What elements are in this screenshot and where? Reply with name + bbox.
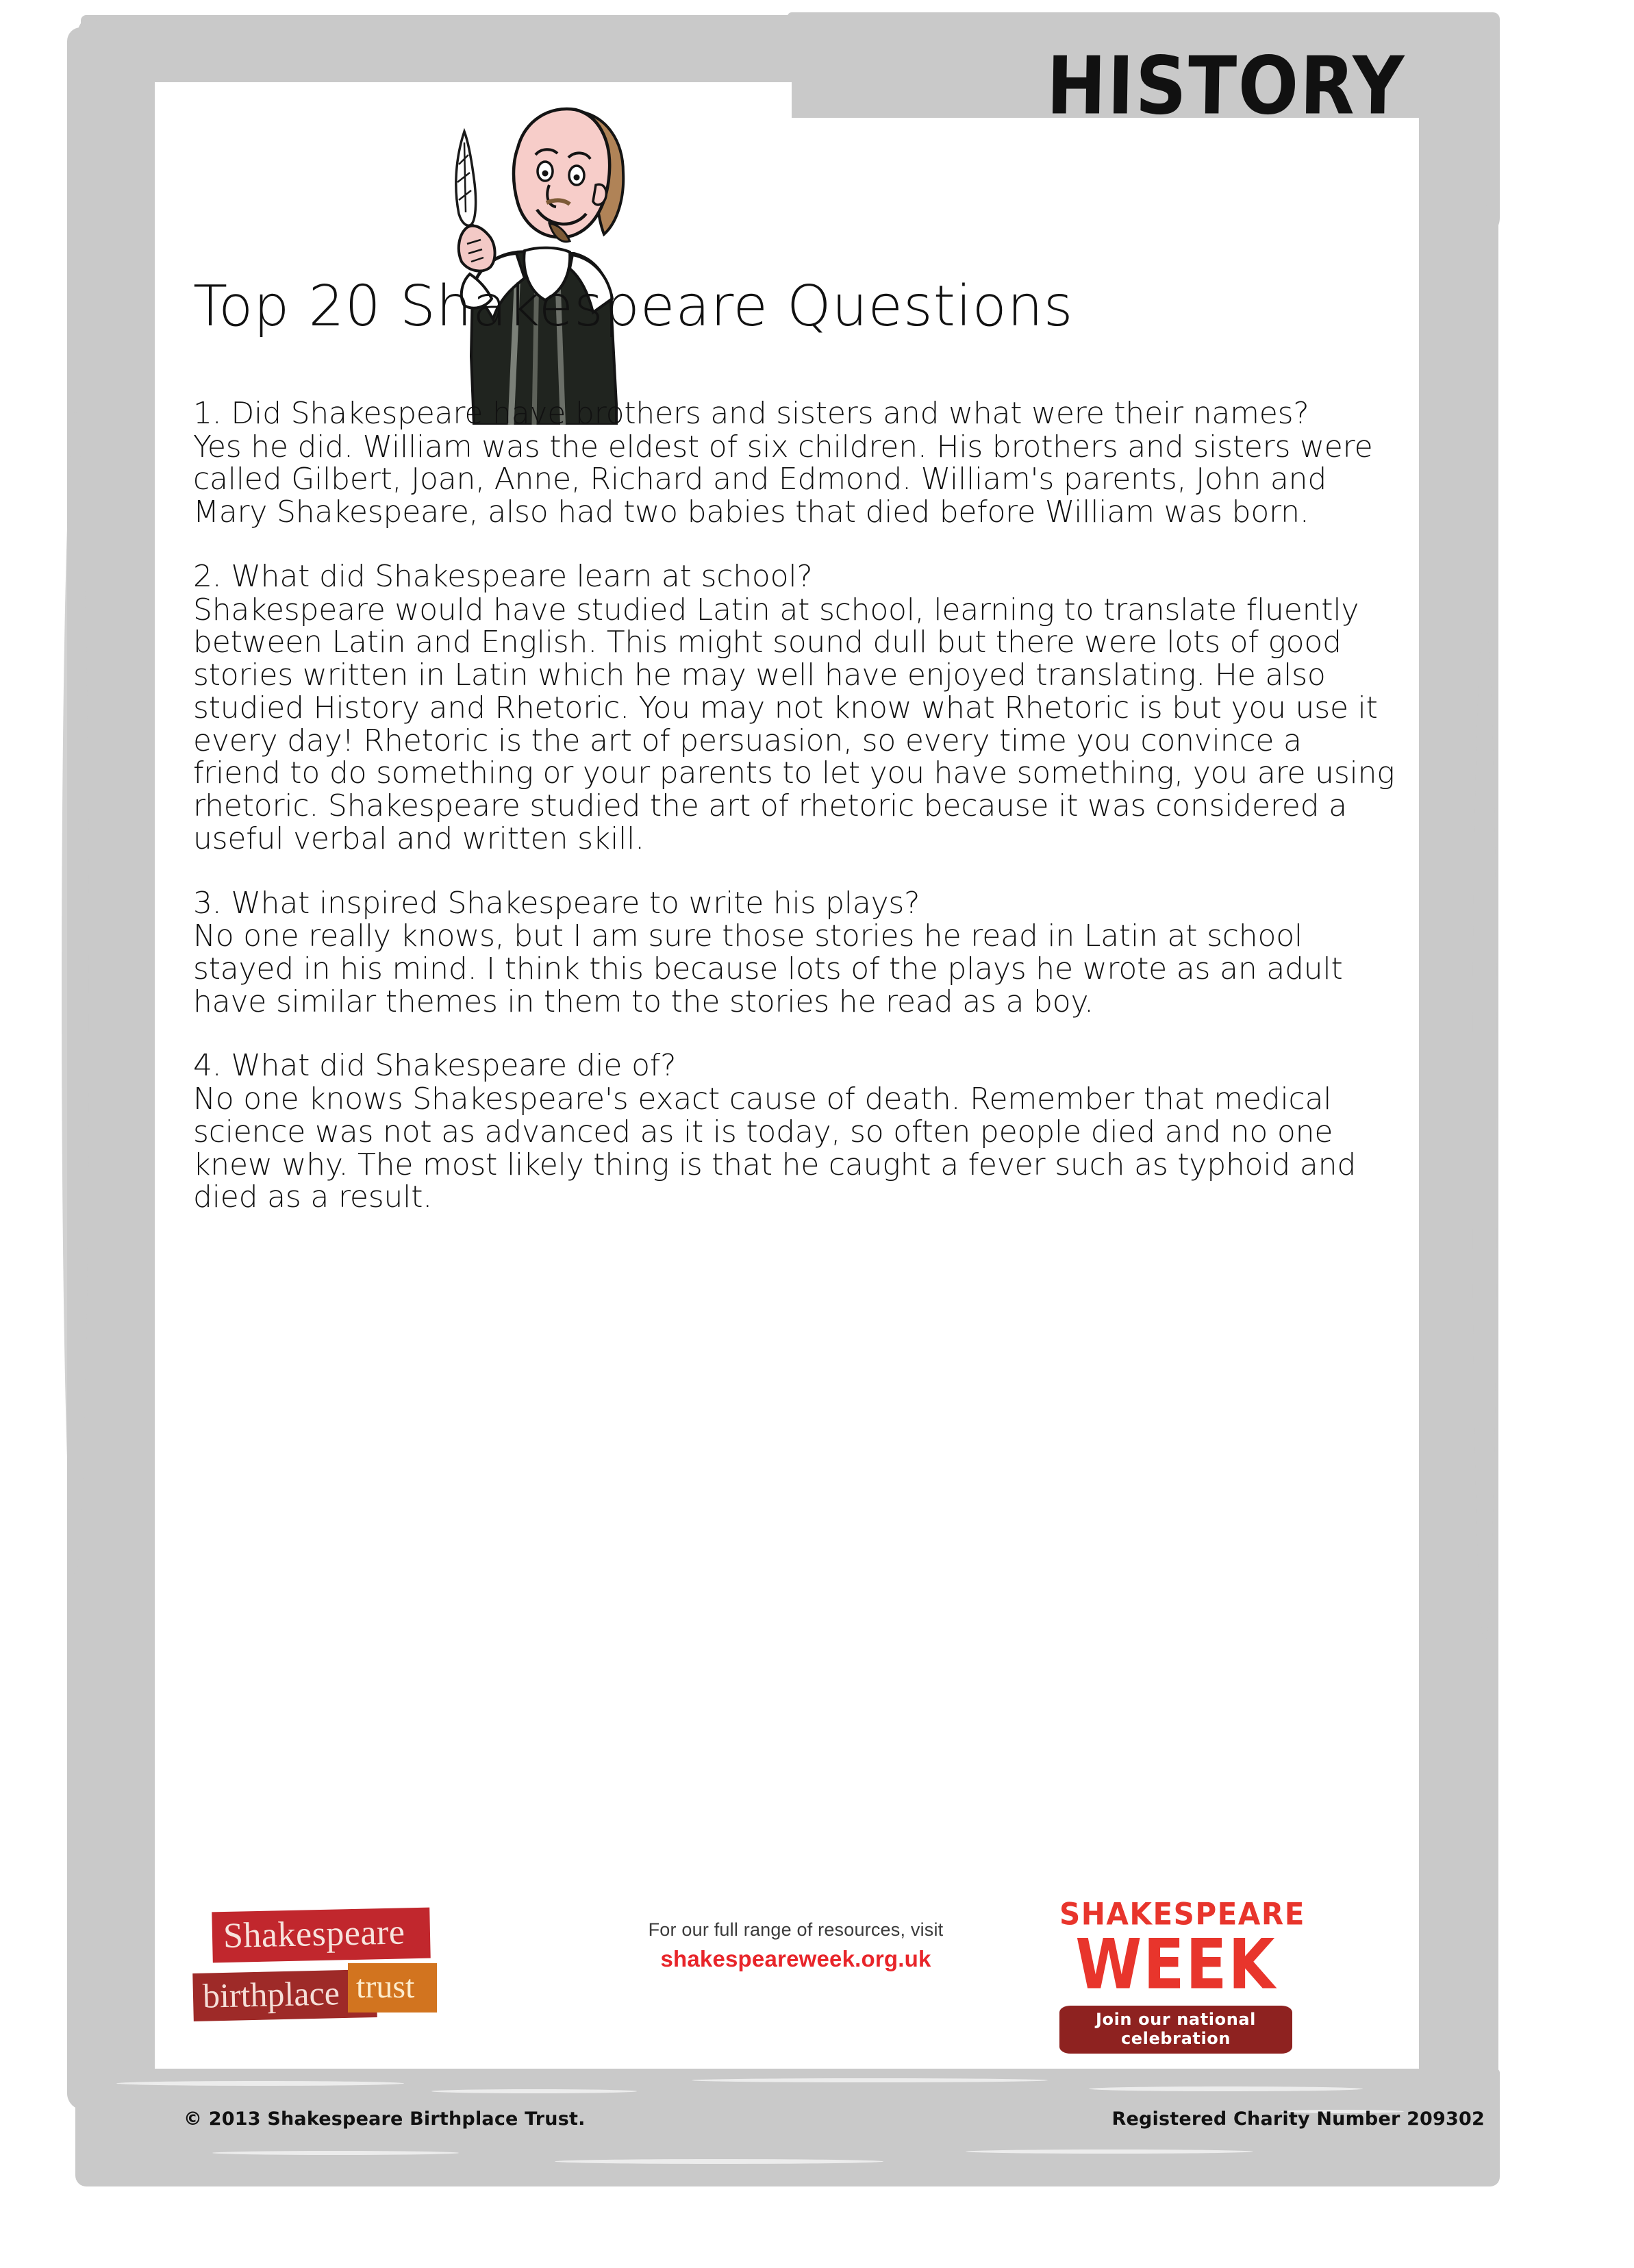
qa-block-4	[193, 1049, 1398, 1214]
page-title: Top 20 Shakespeare Questions	[193, 274, 1074, 339]
swk-logo-text-shakespeare: SHAKESPEARE	[1059, 1896, 1305, 1932]
answer-text-2: Shakespeare would have studied Latin at school, learning to translate fluently between Latin and English. This might sound dull but there were lots of good stories written in Latin which he may well have enjoyed translating. He also studied History and Rhetoric. You may not know what Rhetoric is but you use it every day! Rhetoric is the art of persuasion, so every time you convince a friend to do something or your parents to let you have something, you are using rhetoric. Shakespeare studied the art of rhetoric because it was considered a useful verbal and written skill.	[193, 592, 1395, 856]
resources-website-link[interactable]: shakespeareweek.org.uk	[660, 1946, 931, 1971]
qa-block-3	[193, 887, 1398, 1019]
sbt-logo-block-shakespeare	[212, 1908, 430, 1963]
sbt-logo-text-shakespeare: Shakespeare	[223, 1912, 405, 1956]
swk-logo-tagline-band	[1059, 2006, 1292, 2054]
swk-logo-tagline-text: Join our national celebration	[1095, 2010, 1257, 2048]
swk-logo-text-week: WEEK	[1075, 1923, 1277, 2005]
qa-block-2	[193, 560, 1398, 856]
shakespeare-birthplace-trust-logo	[193, 1903, 467, 2026]
question-text-4: 4. What did Shakespeare die of?	[193, 1048, 677, 1084]
answer-text-1: Yes he did. William was the eldest of six children. His brothers and sisters were called Gilbert, Joan, Anne, Richard and Edmond. William's parents, John and Mary Shakespeare, also had two babies that died before William was born.	[193, 429, 1373, 530]
questions-list	[193, 397, 1398, 1245]
answer-text-3: No one really knows, but I am sure those stories he read in Latin at school stayed in his mind. I think this because lots of the plays he wrote as an adult have similar themes in them to the stories he read as a boy.	[193, 919, 1343, 1019]
shakespeare-week-logo	[1059, 1896, 1305, 2048]
answer-text-4: No one knows Shakespeare's exact cause of death. Remember that medical science was not as advanced as it is today, so often people died and no one knew why. The most likely thing is that he caught a fever such as typhoid and died as a result.	[193, 1082, 1357, 1215]
qa-block-1	[193, 397, 1398, 529]
footer	[193, 1891, 1398, 2048]
copyright-notice: © 2013 Shakespeare Birthplace Trust.	[184, 2108, 586, 2130]
resources-prompt-text: For our full range of resources, visit	[648, 1919, 944, 1940]
frame-border-left-accent	[62, 411, 89, 1575]
resources-callout	[577, 1917, 1015, 1973]
sbt-logo-text-trust: trust	[356, 1969, 415, 2005]
question-text-2: 2. What did Shakespeare learn at school?	[193, 558, 813, 594]
shakespeare-cartoon-illustration	[390, 82, 651, 425]
question-text-1: 1. Did Shakespeare have brothers and sisters and what were their names?	[193, 396, 1309, 431]
sbt-logo-text-birthplace: birthplace	[202, 1973, 340, 2015]
sbt-logo-block-trust	[348, 1963, 437, 2012]
registered-charity-number: Registered Charity Number 209302	[1111, 2108, 1485, 2130]
subject-heading-history: HISTORY	[1046, 38, 1406, 133]
question-text-3: 3. What inspired Shakespeare to write his plays?	[193, 885, 920, 921]
frame-border-right-accent	[1472, 616, 1497, 1644]
